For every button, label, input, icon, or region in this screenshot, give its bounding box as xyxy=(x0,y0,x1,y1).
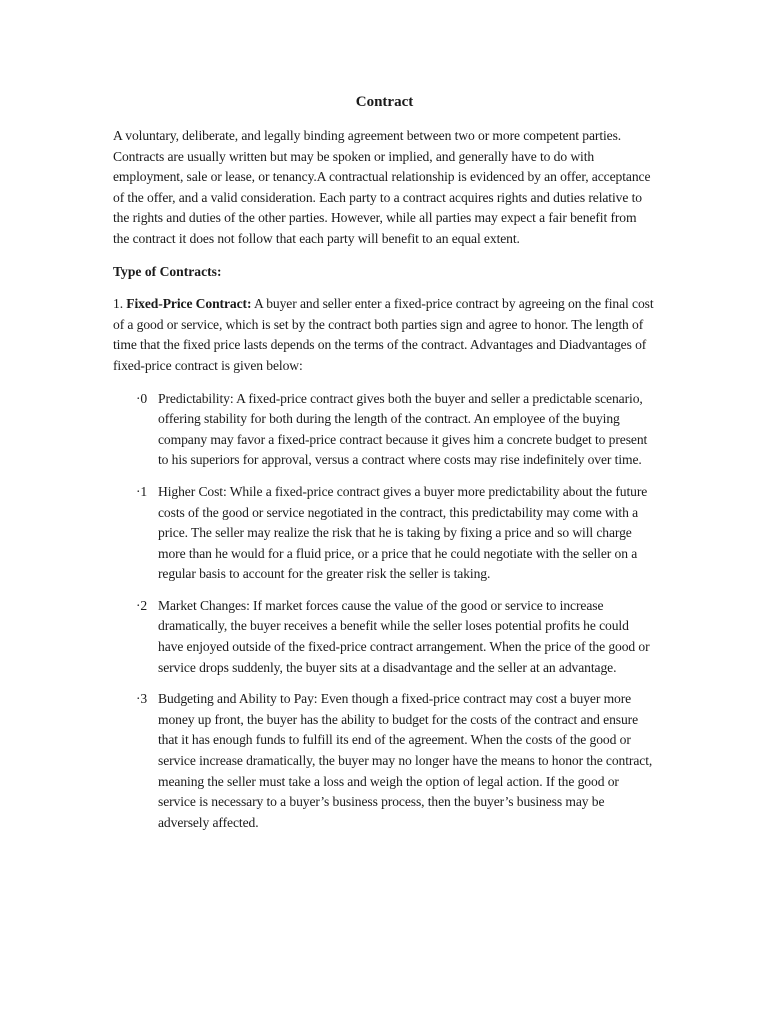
list-item-text: Higher Cost: While a fixed-price contract gives a buyer more predictability about the future costs of the good or service negotiated in the contract, this predictability may come with a price. The seller may realize the risk that he is taking by fixing a price and so will charge more than he would for a fluid price, or a price that he could negotiate with the seller on a regular basis to account for the greater risk the seller is taking. xyxy=(158,483,648,582)
list-item-text: Budgeting and Ability to Pay: Even though a fixed-price contract may cost a buyer more money up front, the buyer has the ability to budget for the costs of the contract and ensure that it has enough funds to fulfill its end of the agreement. When the costs of the good or service increase dramatically, the buyer may no longer have the means to honor the contract, meaning the seller must take a loss and weigh the option of legal action. If the good or service is necessary to a buyer’s business process, then the buyer’s business may be adversely affected. xyxy=(158,691,653,830)
list-item xyxy=(113,689,656,833)
list-marker: ·0 xyxy=(136,390,148,406)
list-marker: ·1 xyxy=(136,483,148,499)
document-title: Contract xyxy=(355,94,414,110)
document-page xyxy=(113,92,656,844)
intro-paragraph: A voluntary, deliberate, and legally binding agreement between two or more competent parties. Contracts are usually written but may be spoken or implied, and generally have to do with employment, sale or lease, or tenancy.A contractual relationship is evidenced by an offer, acceptance of the offer, and a valid consideration. Each party to a contract acquires rights and duties relative to the rights and duties of the other parties. However, while all parties may expect a fair benefit from the contract it does not follow that each party will benefit to an equal extent. xyxy=(113,128,651,246)
item-1-label: Fixed-Price Contract: xyxy=(126,296,252,312)
list-item xyxy=(113,482,656,585)
item-1-text: A buyer and seller enter a fixed-price contract by agreeing on the final cost of a good or service, which is set by the contract both parties sign and agree to honor. The length of time that the fixed price lasts depends on the terms of the contract. Advantages and Diadvantages of fixed-price contract is given below: xyxy=(113,296,654,373)
item-1-paragraph xyxy=(113,294,656,376)
list-marker: ·2 xyxy=(136,597,148,613)
list-item-text: Market Changes: If market forces cause the value of the good or service to increase dramatically, the buyer receives a benefit while the seller loses potential profits he could have enjoyed outside of the fixed-price contract arrangement. When the price of the good or service drops suddenly, the buyer sits at a disadvantage and the seller at an advantage. xyxy=(158,597,650,675)
section-heading: Type of Contracts: xyxy=(113,263,222,279)
advantages-list xyxy=(113,389,656,834)
list-item xyxy=(113,596,656,678)
list-marker: ·3 xyxy=(136,691,148,707)
item-1-number: 1. xyxy=(113,296,127,312)
list-item xyxy=(113,389,656,471)
list-item-text: Predictability: A fixed-price contract gives both the buyer and seller a predictable scenario, offering stability for both during the length of the contract. An employee of the buying company may favor a fixed-price contract because it gives him a concrete budget to present to his superiors for approval, versus a contract where costs may rise indefinitely over time. xyxy=(158,390,648,468)
